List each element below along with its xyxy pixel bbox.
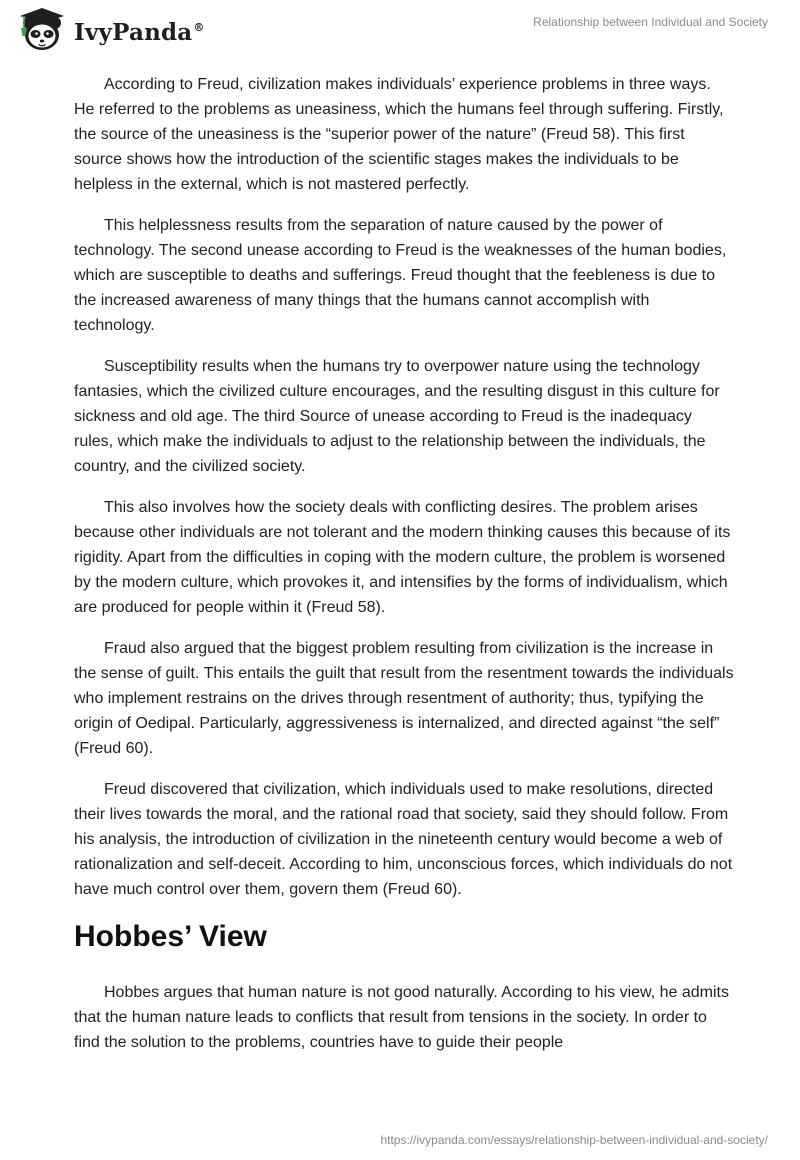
paragraph: Susceptibility results when the humans try to overpower nature using the technology fantasies, which the civilized culture encourages, and the resulting disgust in this culture for sickness and old age. The third Source of unease according to Freud is the inadequacy rules, which make the individuals to adjust to the relationship between the individuals, the country, and the civilized society. (74, 358, 720, 475)
logo-wordmark (74, 19, 205, 46)
source-url[interactable]: https://ivypanda.com/essays/relationship-between-individual-and-society/ (380, 1133, 768, 1147)
essay-content (74, 72, 734, 1071)
paragraph: Hobbes argues that human nature is not good naturally. According to his view, he admits that the human nature leads to conflicts that result from tensions in the society. In order to find the solution to the problems, countries have to guide their people (74, 984, 729, 1051)
paragraph: Freud discovered that civilization, which individuals used to make resolutions, directed their lives towards the moral, and the rational road that society, said they should follow. From his analysis, the introduction of civilization in the nineteenth century would become a web of rationalization and self-deceit. According to him, unconscious forces, which individuals do not have much control over them, govern them (Freud 60). (74, 781, 733, 898)
paragraph: This also involves how the society deals with conflicting desires. The problem arises because other individuals are not tolerant and the modern thinking causes this because of its rigidity. Apart from the difficulties in coping with the modern culture, the problem is worsened by the modern culture, which provokes it, and intensifies by the forms of individualism, which are produced for people within it (Freud 58). (74, 499, 731, 616)
logo-text: IvyPanda (74, 18, 193, 46)
paragraph: This helplessness results from the separation of nature caused by the power of technology. The second unease according to Freud is the weaknesses of the human bodies, which are susceptible to deaths and sufferings. Freud thought that the feebleness is due to the increased awareness of many things that the humans cannot accomplish with technology. (74, 217, 727, 334)
document-title: Relationship between Individual and Society (533, 15, 768, 29)
page-header (0, 0, 800, 60)
panda-graduate-icon (14, 6, 70, 54)
paragraph: According to Freud, civilization makes individuals’ experience problems in three ways. He referred to the problems as uneasiness, which the humans feel through suffering. Firstly, the source of the uneasiness is the “superior power of the nature” (Freud 58). This first source shows how the introduction of the scientific stages makes the individuals to be helpless in the external, which is not mastered perfectly. (74, 76, 724, 193)
registered-mark: ® (193, 20, 205, 34)
section-heading: Hobbes’ View (74, 920, 267, 953)
site-logo[interactable] (14, 6, 205, 54)
paragraph: Fraud also argued that the biggest problem resulting from civilization is the increase in the sense of guilt. This entails the guilt that result from the resentment towards the individuals who implement restrains on the drives through resentment of authority; thus, typifying the origin of Oedipal. Particularly, aggressiveness is internalized, and directed against “the self” (Freud 60). (74, 640, 734, 757)
